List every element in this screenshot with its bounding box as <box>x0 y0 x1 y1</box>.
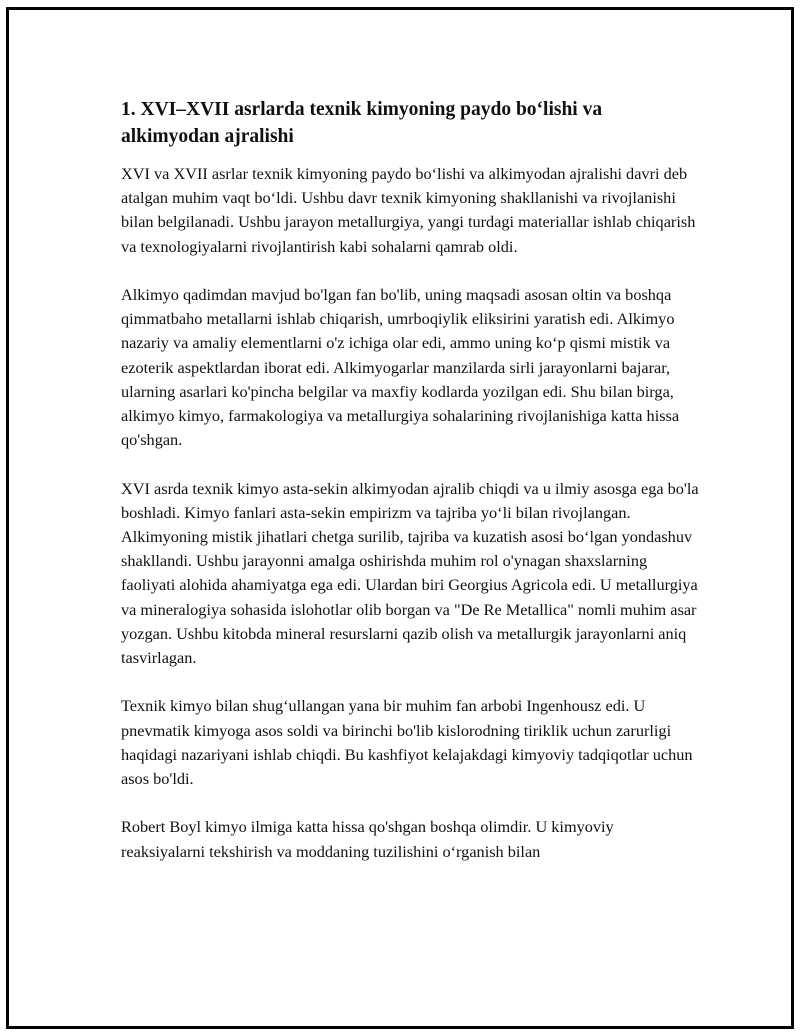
page-frame <box>6 7 794 1029</box>
paragraph-1: XVI va XVII asrlar texnik kimyoning paydo bo‘lishi va alkimyodan ajralishi davri deb atalgan muhim vaqt bo‘ldi. Ushbu davr texnik kimyoning shakllanishi va rivojlanishi bilan belgilanadi. Ushbu jarayon metallurgiya, yangi turdagi materiallar ishlab chiqarish va texnologiyalarni rivojlantirish kabi sohalarni qamrab oldi. <box>121 164 696 256</box>
paragraph-2: Alkimyo qadimdan mavjud bo'lgan fan bo'lib, uning maqsadi asosan oltin va boshqa qimmatbaho metallarni ishlab chiqarish, umrboqiylik eliksirini yaratish edi. Alkimyo nazariy va amaliy elementlarni o'z ichiga olar edi, ammo uning ko‘p qismi mistik va ezoterik aspektlardan iborat edi. Alkimyogarlar manzilarda sirli jarayonlarni bajarar, ularning asarlari ko'pincha belgilar va maxfiy kodlarda yozilgan edi. Shu bilan birga, alkimyo kimyo, farmakologiya va metallurgiya sohalarining rivojlanishiga katta hissa qo'shgan. <box>121 285 680 450</box>
section-heading: 1. XVI–XVII asrlarda texnik kimyoning paydo bo‘lishi va alkimyodan ajralishi <box>121 99 603 147</box>
paragraph-5: Robert Boyl kimyo ilmiga katta hissa qo'shgan boshqa olimdir. U kimyoviy reaksiyalarni tekshirish va moddaning tuzilishini o‘rganish bilan <box>121 817 614 861</box>
paragraph-3: XVI asrda texnik kimyo asta-sekin alkimyodan ajralib chiqdi va u ilmiy asosga ega bo'la boshladi. Kimyo fanlari asta-sekin empirizm va tajriba yo‘li bilan rivojlangan. Alkimyoning mistik jihatlari chetga surilib, tajriba va kuzatish asosi bo‘lgan yondashuv shakllandi. Ushbu jarayonni amalga oshirishda muhim rol o'ynagan shaxslarning faoliyati alohida ahamiyatga ega edi. Ulardan biri Georgius Agricola edi. U metallurgiya va mineralogiya sohasida islohotlar olib borgan va "De Re Metallica" nomli muhim asar yozgan. Ushbu kitobda mineral resurslarni qazib olish va metallurgik jarayonlarni aniq tasvirlagan. <box>121 478 699 668</box>
document-body <box>121 96 701 888</box>
paragraph-4: Texnik kimyo bilan shug‘ullangan yana bir muhim fan arbobi Ingenhousz edi. U pnevmatik kimyoga asos soldi va birinchi bo'lib kislorodning tiriklik uchun zarurligi haqidagi nazariyani ishlab chiqdi. Bu kashfiyot kelajakdagi kimyoviy tadqiqotlar uchun asos bo'ldi. <box>121 696 693 789</box>
